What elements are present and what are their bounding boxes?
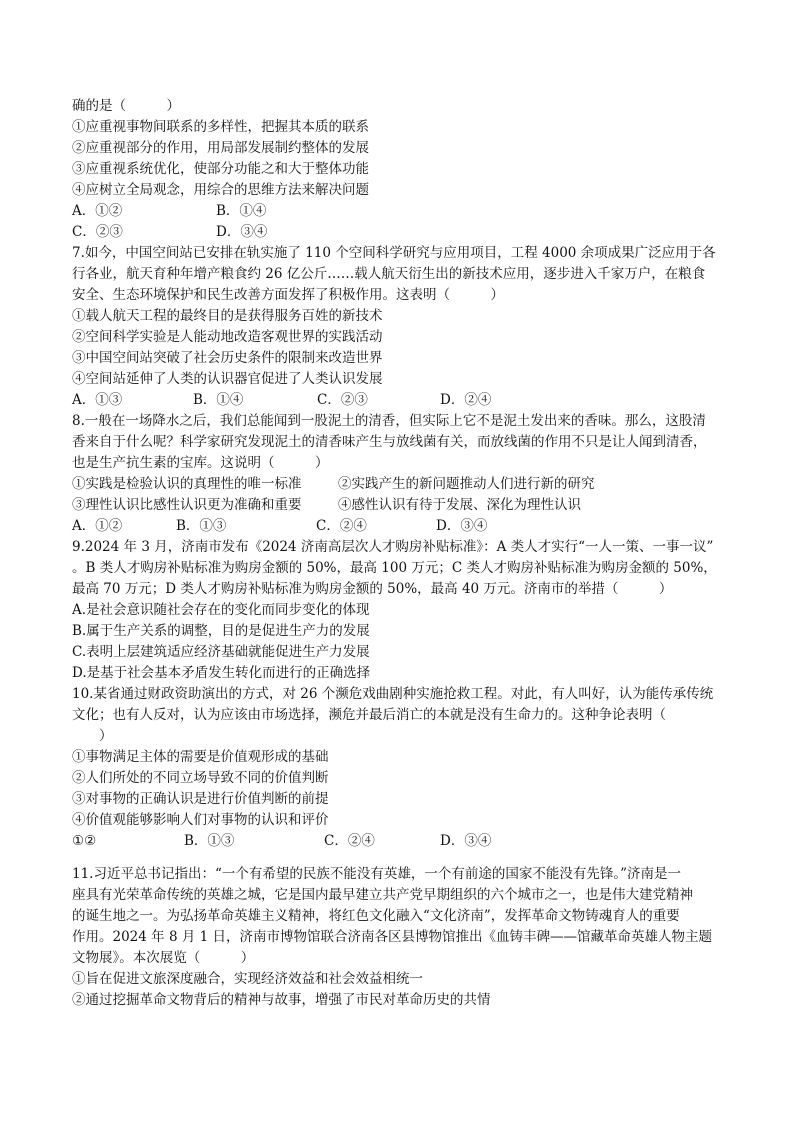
q8-stem-line-1: 8.一般在一场降水之后，我们总能闻到一股泥土的清香，但实际上它不是泥土发出来的香味。那么，这股清 [72, 413, 706, 429]
q8-option-d[interactable]: D．③④ [436, 518, 488, 534]
q6-statement-4: ④应树立全局观念，用综合的思维方法来解决问题 [72, 182, 369, 198]
q8-option-c[interactable]: C．②④ [316, 518, 367, 534]
q10-option-b[interactable]: B．①③ [184, 833, 235, 849]
q7-statement-4: ④空间站延伸了人类的认识器官促进了人类认识发展 [72, 371, 383, 387]
q6-option-b[interactable]: B．①④ [216, 203, 267, 219]
q11-stem-line-1: 11.习近平总书记指出：“一个有希望的民族不能没有英雄，一个有前途的国家不能没有先锋。”济南是一 [72, 866, 682, 882]
q9-stem-line-3: 最高 70 万元；D 类人才购房补贴标准为购房金额的 50%，最高 40 万元。济南市的举措（ ） [72, 581, 673, 597]
q11-statement-2: ②通过挖掘革命文物背后的精神与故事，增强了市民对革命历史的共情 [72, 992, 491, 1008]
q11-stem-line-5: 文物展》。本次展览（ ） [72, 950, 255, 966]
q10-option-d[interactable]: D．③④ [440, 833, 492, 849]
q8-option-b[interactable]: B．①③ [176, 518, 227, 534]
q7-option-b[interactable]: B．①④ [193, 392, 244, 408]
q7-option-c[interactable]: C．②③ [317, 392, 368, 408]
q8-option-a[interactable]: A．①② [72, 518, 123, 534]
q6-stem-tail: 确的是（ ） [72, 98, 180, 114]
q10-statement-4: ④价值观能够影响人们对事物的认识和评价 [72, 812, 329, 828]
q8-stem-line-2: 香来自于什么呢？科学家研究发现泥土的清香味产生与放线菌有关，而放线菌的作用不只是让人闻到清香， [72, 434, 707, 450]
q10-stem-line-1: 10.某省通过财政资助演出的方式，对 26 个濒危戏曲剧种实施抢救工程。对此，有人叫好，认为能传承传统 [72, 686, 714, 702]
q10-option-a[interactable]: ①② [72, 833, 97, 849]
q8-stem-line-3: 也是生产抗生素的宝库。这说明（ ） [72, 455, 329, 471]
q6-option-d[interactable]: D．③④ [216, 224, 268, 240]
q7-option-a[interactable]: A．①③ [72, 392, 123, 408]
q10-stem-line-2: 文化；也有人反对，认为应该由市场选择，濒危并最后消亡的本就是没有生命力的。这种争论表明（ [72, 707, 666, 723]
q6-option-a[interactable]: A．①② [72, 203, 123, 219]
q10-stem-line-3: ） [72, 728, 113, 744]
q7-statement-2: ②空间科学实验是人能动地改造客观世界的实践活动 [72, 329, 383, 345]
q8-statement-2: ②实践产生的新问题推动人们进行新的研究 [338, 476, 595, 492]
q9-option-a[interactable]: A.是社会意识随社会存在的变化而同步变化的体现 [72, 602, 370, 618]
q7-stem-line-1: 7.如今，中国空间站已安排在轨实施了 110 个空间科学研究与应用项目，工程 4000 余项成果广泛应用于各 [72, 245, 716, 261]
q9-stem-line-1: 9.2024 年 3 月，济南市发布《2024 济南高层次人才购房补贴标准》：A 类人才实行“一人一策、一事一议” [72, 539, 714, 555]
q8-statement-1: ①实践是检验认识的真理性的唯一标准 [72, 476, 302, 492]
q11-stem-line-4: 作用。2024 年 8 月 1 日，济南市博物馆联合济南各区县博物馆推出《血铸丰碑——馆藏革命英雄人物主题 [72, 929, 712, 945]
q10-option-c[interactable]: C．②④ [324, 833, 375, 849]
q9-stem-line-2: 。B 类人才购房补贴标准为购房金额的 50%，最高 100 万元；C 类人才购房补贴标准为购房金额的 50%， [72, 560, 717, 576]
q8-statement-4: ④感性认识有待于发展、深化为理性认识 [338, 497, 581, 513]
q10-statement-2: ②人们所处的不同立场导致不同的价值判断 [72, 770, 329, 786]
q6-statement-1: ①应重视事物间联系的多样性，把握其本质的联系 [72, 119, 369, 135]
q8-statement-3: ③理性认识比感性认识更为准确和重要 [72, 497, 302, 513]
q11-statement-1: ①旨在促进文旅深度融合，实现经济效益和社会效益相统一 [72, 971, 423, 987]
q7-option-d[interactable]: D．②④ [440, 392, 492, 408]
q6-statement-2: ②应重视部分的作用，用局部发展制约整体的发展 [72, 140, 369, 156]
q10-statement-3: ③对事物的正确认识是进行价值判断的前提 [72, 791, 329, 807]
q9-option-d[interactable]: D.是基于社会基本矛盾发生转化而进行的正确选择 [72, 665, 371, 681]
q7-stem-line-3: 安全、生态环境保护和民生改善方面发挥了积极作用。这表明（ ） [72, 287, 504, 303]
q9-option-c[interactable]: C.表明上层建筑适应经济基础就能促进生产力发展 [72, 644, 370, 660]
q6-statement-3: ③应重视系统优化，使部分功能之和大于整体功能 [72, 161, 369, 177]
q11-stem-line-2: 座具有光荣革命传统的英雄之城，它是国内最早建立共产党早期组织的六个城市之一，也是伟大建党精神 [72, 887, 693, 903]
q7-stem-line-2: 行各业，航天育种年增产粮食约 26 亿公斤……载人航天衍生出的新技术应用，逐步进入千家万户，在粮食 [72, 266, 706, 282]
q9-option-b[interactable]: B.属于生产关系的调整，目的是促进生产力的发展 [72, 623, 370, 639]
q11-stem-line-3: 的诞生地之一。为弘扬革命英雄主义精神，将红色文化融入“文化济南”，发挥革命文物铸魂育人的重要 [72, 908, 680, 924]
q7-statement-3: ③中国空间站突破了社会历史条件的限制来改造世界 [72, 350, 383, 366]
q6-option-c[interactable]: C．②③ [72, 224, 123, 240]
q7-statement-1: ①载人航天工程的最终目的是获得服务百姓的新技术 [72, 308, 383, 324]
q10-statement-1: ①事物满足主体的需要是价值观形成的基础 [72, 749, 329, 765]
